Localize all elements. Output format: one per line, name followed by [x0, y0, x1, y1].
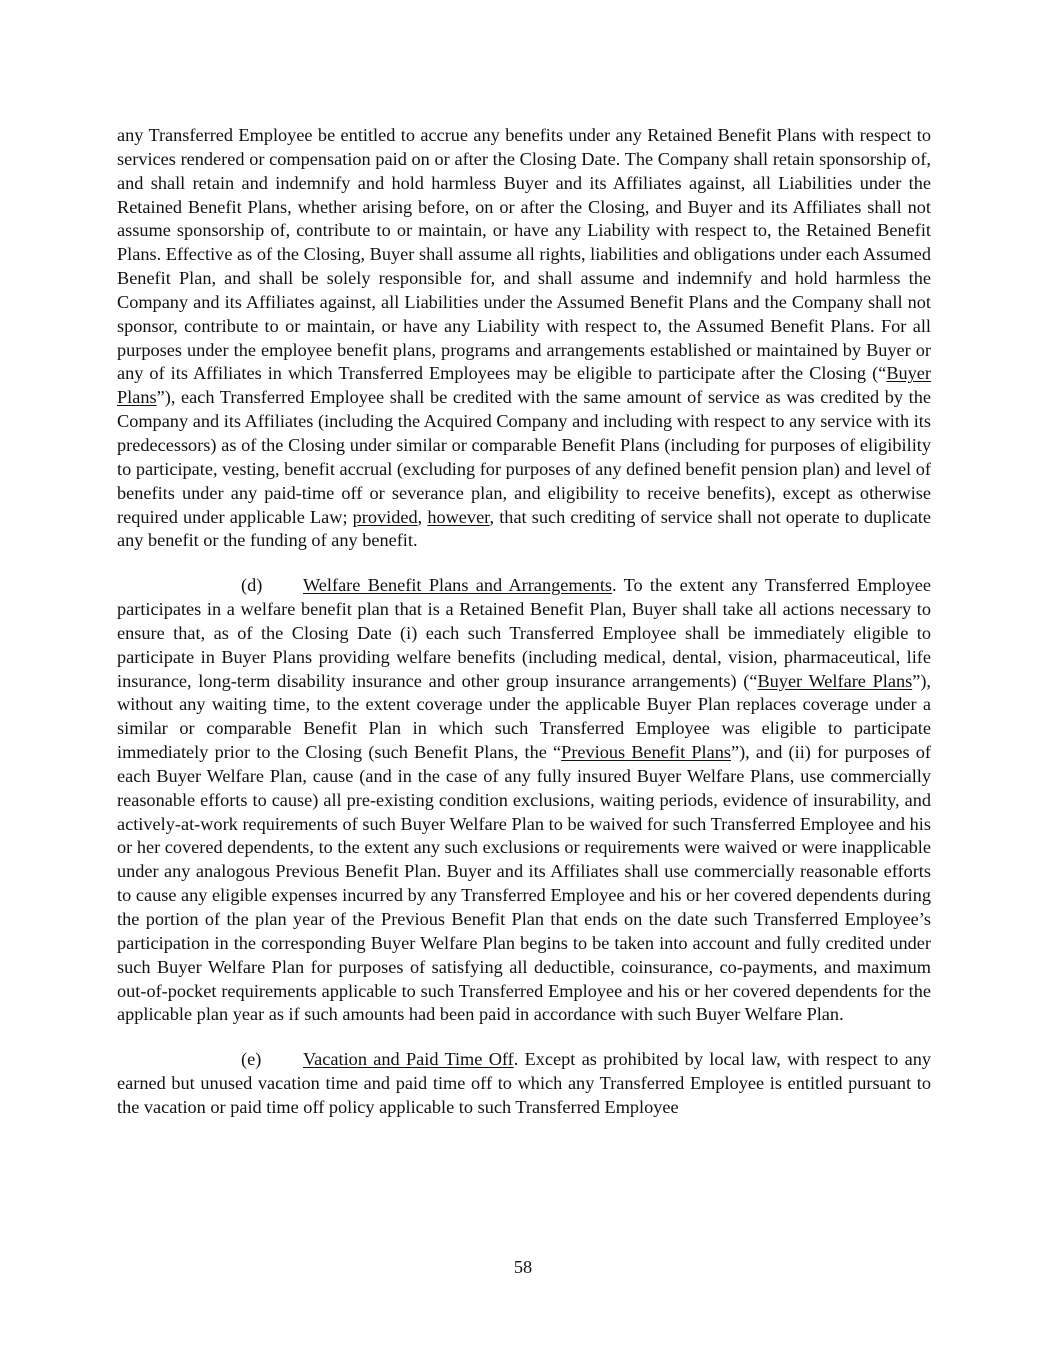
para1-text-c: , that such crediting of service shall not operate to duplicate any benefit or the funding of any benefit. [117, 506, 931, 551]
section-d-text-b: ”), without any waiting time, to the extent coverage under the applicable Buyer Plan replaces coverage under a similar or comparable Benefit Plan in which such Transferred Employee was eligible to participate immediately prior to the Closing (such Benefit Plans, the “ [117, 670, 931, 763]
section-d-text-a: . To the extent any Transferred Employee participates in a welfare benefit plan that is a Retained Benefit Plan, Buyer shall take all actions necessary to ensure that, as of the Closing Date (i) each such Transferred Employee shall be immediately eligible to participate in Buyer Plans providing welfare benefits (including medical, dental, vision, pharmaceutical, life insurance, long-term disability insurance and other group insurance arrangements) (“ [117, 575, 931, 691]
para1-text-a: any Transferred Employee be entitled to accrue any benefits under any Retained Benefit Plans with respect to services rendered or compensation paid on or after the Closing Date. The Company shall retain sponsorship of, and shall retain and indemnify and hold harmless Buyer and its Affiliates against, all Liabilities under the Retained Benefit Plans, whether arising before, on or after the Closing, and Buyer and its Affiliates shall not assume sponsorship of, contribute to or maintain, or have any Liability with respect to, the Retained Benefit Plans. Effective as of the Closing, Buyer shall assume all rights, liabilities and obligations under each Assumed Benefit Plan, and shall be solely responsible for, and shall assume and indemnify and hold harmless the Company and its Affiliates against, all Liabilities under the Assumed Benefit Plans and the Company shall not sponsor, contribute to or maintain, or have any Liability with respect to, the Assumed Benefit Plans. For all purposes under the employee benefit plans, programs and arrangements established or maintained by Buyer or any of its Affiliates in which Transferred Employees may be eligible to participate after the Closing (“ [117, 125, 931, 384]
defined-term-previous-benefit-plans: Previous Benefit Plans [561, 742, 731, 763]
defined-term-buyer-welfare-plans: Buyer Welfare Plans [757, 670, 913, 691]
section-d-number: (d) [241, 575, 263, 596]
section-d-paragraph [117, 574, 931, 1027]
section-d-heading: Welfare Benefit Plans and Arrangements [303, 575, 613, 596]
defined-term-buyer-plans: Buyer Plans [117, 363, 931, 408]
section-e-text-a: . Except as prohibited by local law, with respect to any earned but unused vacation time and paid time off to which any Transferred Employee is entitled pursuant to the vacation or paid time off policy applicable to such Transferred Employee [117, 1049, 931, 1117]
section-e-heading: Vacation and Paid Time Off [303, 1049, 514, 1070]
para1-comma: , [417, 506, 428, 527]
para1-text-b: ”), each Transferred Employee shall be credited with the same amount of service as was credited by the Company and its Affiliates (including the Acquired Company and including with respect to any service with its predecessors) as of the Closing under similar or comparable Benefit Plans (including for purposes of eligibility to participate, vesting, benefit accrual (excluding for purposes of any defined benefit pension plan) and level of benefits under any paid-time off or severance plan, and eligibility to receive benefits), except as otherwise required under applicable Law; [117, 387, 931, 527]
page-number: 58 [513, 1257, 533, 1277]
section-e-number: (e) [241, 1049, 262, 1070]
section-d-text-c: ”), and (ii) for purposes of each Buyer Welfare Plan, cause (and in the case of any fully insured Buyer Welfare Plans, use commercially reasonable efforts to cause) all pre-existing condition exclusions, waiting periods, evidence of insurability, and actively-at-work requirements of such Buyer Welfare Plan to be waived for such Transferred Employee and his or her covered dependents, to the extent any such exclusions or requirements were waived or were inapplicable under any analogous Previous Benefit Plan. Buyer and its Affiliates shall use commercially reasonable efforts to cause any eligible expenses incurred by any Transferred Employee and his or her covered dependents during the portion of the plan year of the Previous Benefit Plan that ends on the date such Transferred Employee’s participation in the corresponding Buyer Welfare Plan begins to be taken into account and fully credited under such Buyer Welfare Plan for purposes of satisfying all deductible, coinsurance, co-payments, and maximum out-of-pocket requirements applicable to such Transferred Employee and his or her covered dependents for the applicable plan year as if such amounts had been paid in accordance with such Buyer Welfare Plan. [117, 742, 931, 1025]
section-e-paragraph [117, 1048, 931, 1120]
term-provided: provided [352, 506, 418, 527]
term-however: however [427, 506, 490, 527]
body-text [117, 124, 931, 1120]
paragraph-continuation [117, 124, 931, 553]
